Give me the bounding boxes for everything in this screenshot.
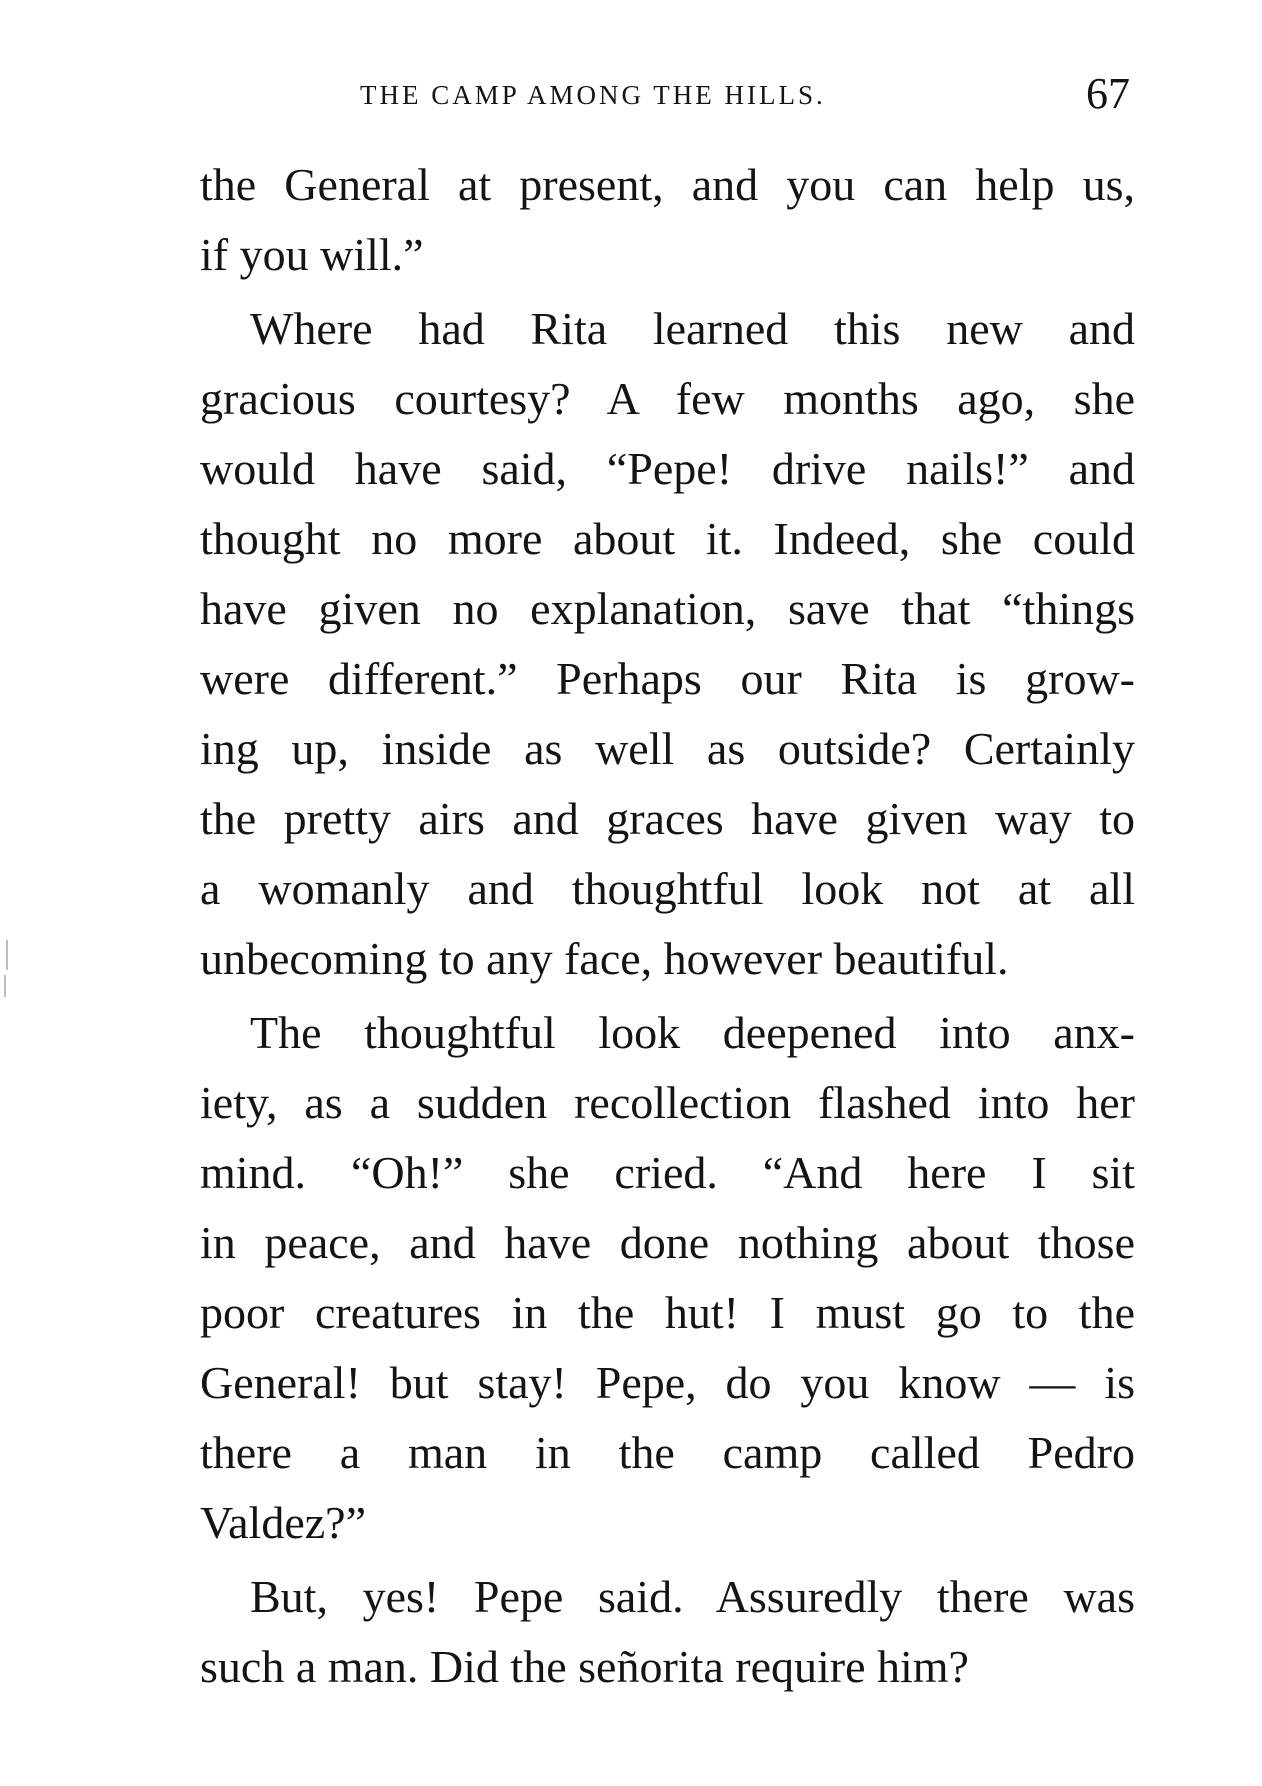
text-line: the pretty airs and graces have given way to (200, 793, 1135, 844)
text-line: iety, as a sudden recollection flashed into her (200, 1077, 1135, 1128)
body-text (200, 150, 1135, 1702)
running-title: THE CAMP AMONG THE HILLS. (360, 80, 826, 110)
paragraph (200, 150, 1135, 290)
text-line: ing up, inside as well as outside? Certainly (200, 723, 1135, 774)
paragraph (200, 294, 1135, 994)
text-line: Valdez?” (200, 1497, 366, 1548)
text-line: thought no more about it. Indeed, she could (200, 513, 1135, 564)
text-line: poor creatures in the hut! I must go to the (200, 1287, 1135, 1338)
running-head (360, 69, 1130, 120)
scan-mark (6, 940, 8, 970)
text-line: have given no explanation, save that “things (200, 583, 1135, 634)
text-line: there a man in the camp called Pedro (200, 1427, 1135, 1478)
text-line: gracious courtesy? A few months ago, she (200, 373, 1135, 424)
text-line: mind. “Oh!” she cried. “And here I sit (200, 1147, 1135, 1198)
text-line: the General at present, and you can help us, (200, 159, 1135, 210)
text-line: a womanly and thoughtful look not at all (200, 863, 1135, 914)
text-line: General! but stay! Pepe, do you know — is (200, 1357, 1135, 1408)
paragraph (200, 998, 1135, 1558)
text-line: in peace, and have done nothing about those (200, 1217, 1135, 1268)
paragraph (200, 1562, 1135, 1702)
text-line: Where had Rita learned this new and (250, 303, 1135, 354)
text-line: such a man. Did the señorita require him? (200, 1641, 969, 1692)
text-line: The thoughtful look deepened into anx- (250, 1007, 1135, 1058)
text-line: if you will.” (200, 229, 424, 280)
page-number: 67 (1086, 69, 1130, 118)
text-line: But, yes! Pepe said. Assuredly there was (250, 1571, 1135, 1622)
text-line: would have said, “Pepe! drive nails!” and (200, 443, 1135, 494)
text-line: were different.” Perhaps our Rita is grow- (200, 653, 1135, 704)
text-line: unbecoming to any face, however beautiful. (200, 933, 1009, 984)
scan-mark (4, 975, 6, 997)
